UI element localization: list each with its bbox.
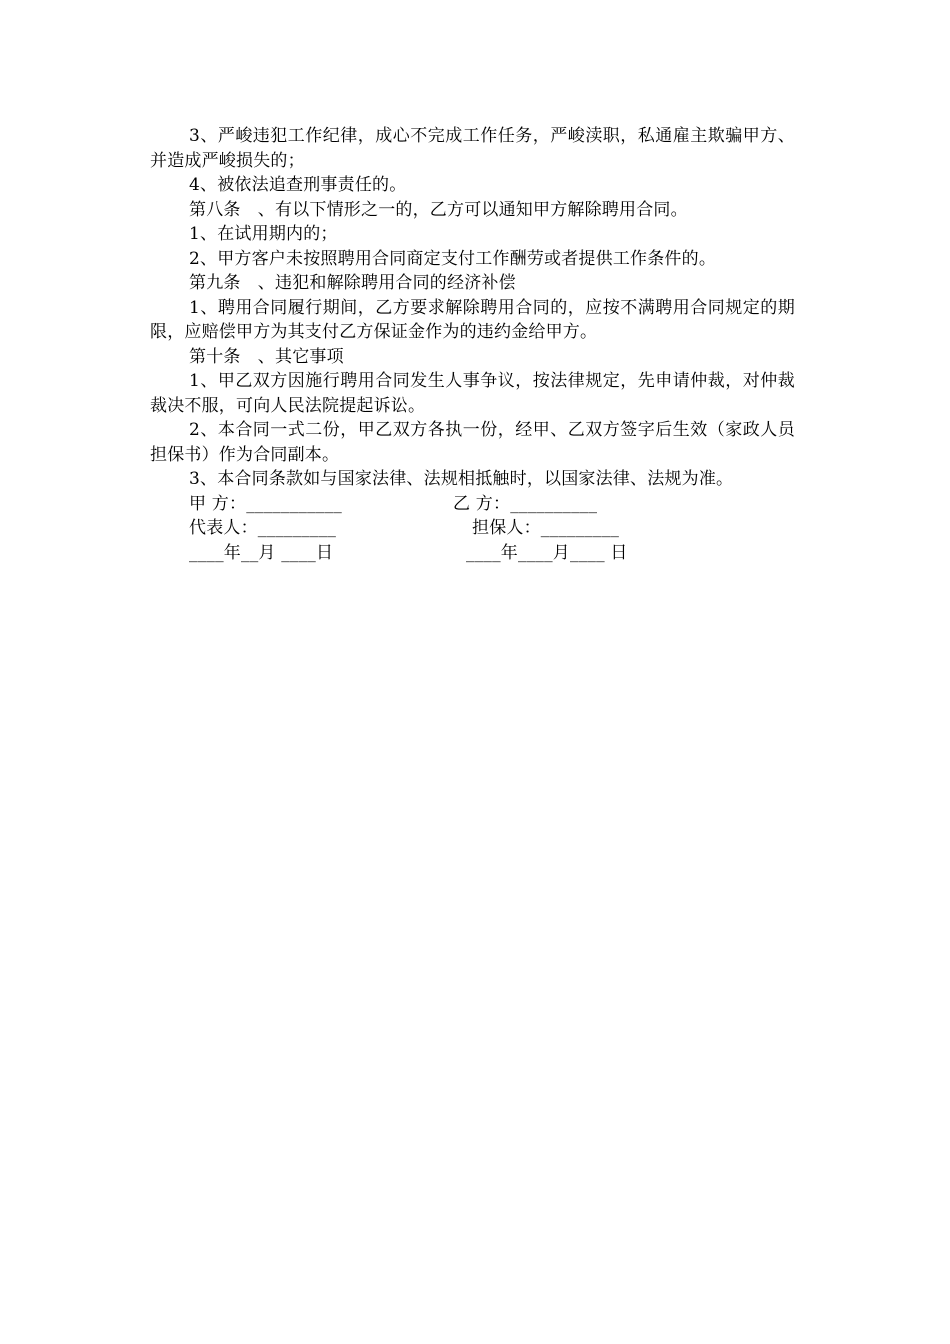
guarantor-signature-line: 担保人：_________ [472, 518, 620, 538]
clause-paragraph: 2、本合同一式二份，甲乙双方各执一份，经甲、乙双方签字后生效（家政人员担保书）作为合同副本。 [150, 420, 795, 465]
party-a-signature-line: 甲 方：___________ [189, 493, 342, 514]
signature-row-parties [150, 492, 795, 517]
clause-paragraph: 2、甲方客户未按照聘用合同商定支付工作酬劳或者提供工作条件的。 [189, 248, 717, 269]
clause-paragraph: 1、甲乙双方因施行聘用合同发生人事争议，按法律规定，先申请仲裁，对仲裁裁决不服，可向人民法院提起诉讼。 [150, 371, 795, 416]
clause-paragraph: 4、被依法追查刑事责任的。 [189, 175, 407, 195]
date-line-right: ____年____月____ 日 [466, 542, 628, 563]
clause-paragraph: 1、聘用合同履行期间，乙方要求解除聘用合同的，应按不满聘用合同规定的期限，应赔偿甲方为其支付乙方保证金作为的违约金给甲方。 [150, 297, 795, 342]
signature-row-representatives [150, 516, 795, 541]
contract-body [150, 124, 795, 565]
clause-paragraph: 3、本合同条款如与国家法律、法规相抵触时，以国家法律、法规为准。 [189, 469, 734, 489]
clause-paragraph: 3、严峻违犯工作纪律，成心不完成工作任务，严峻渎职，私通雇主欺骗甲方、并造成严峻损失的； [150, 126, 795, 171]
clause-paragraph: 1、在试用期内的； [189, 224, 338, 244]
article-heading: 第八条 、有以下情形之一的，乙方可以通知甲方解除聘用合同。 [189, 199, 688, 220]
signature-row-dates [150, 541, 795, 566]
date-line-left: ____年__月 ____日 [189, 542, 334, 563]
party-b-signature-line: 乙 方：__________ [453, 493, 598, 514]
article-heading: 第十条 、其它事项 [189, 346, 344, 367]
article-heading: 第九条 、违犯和解除聘用合同的经济补偿 [189, 273, 516, 293]
representative-signature-line: 代表人：_________ [189, 518, 337, 538]
